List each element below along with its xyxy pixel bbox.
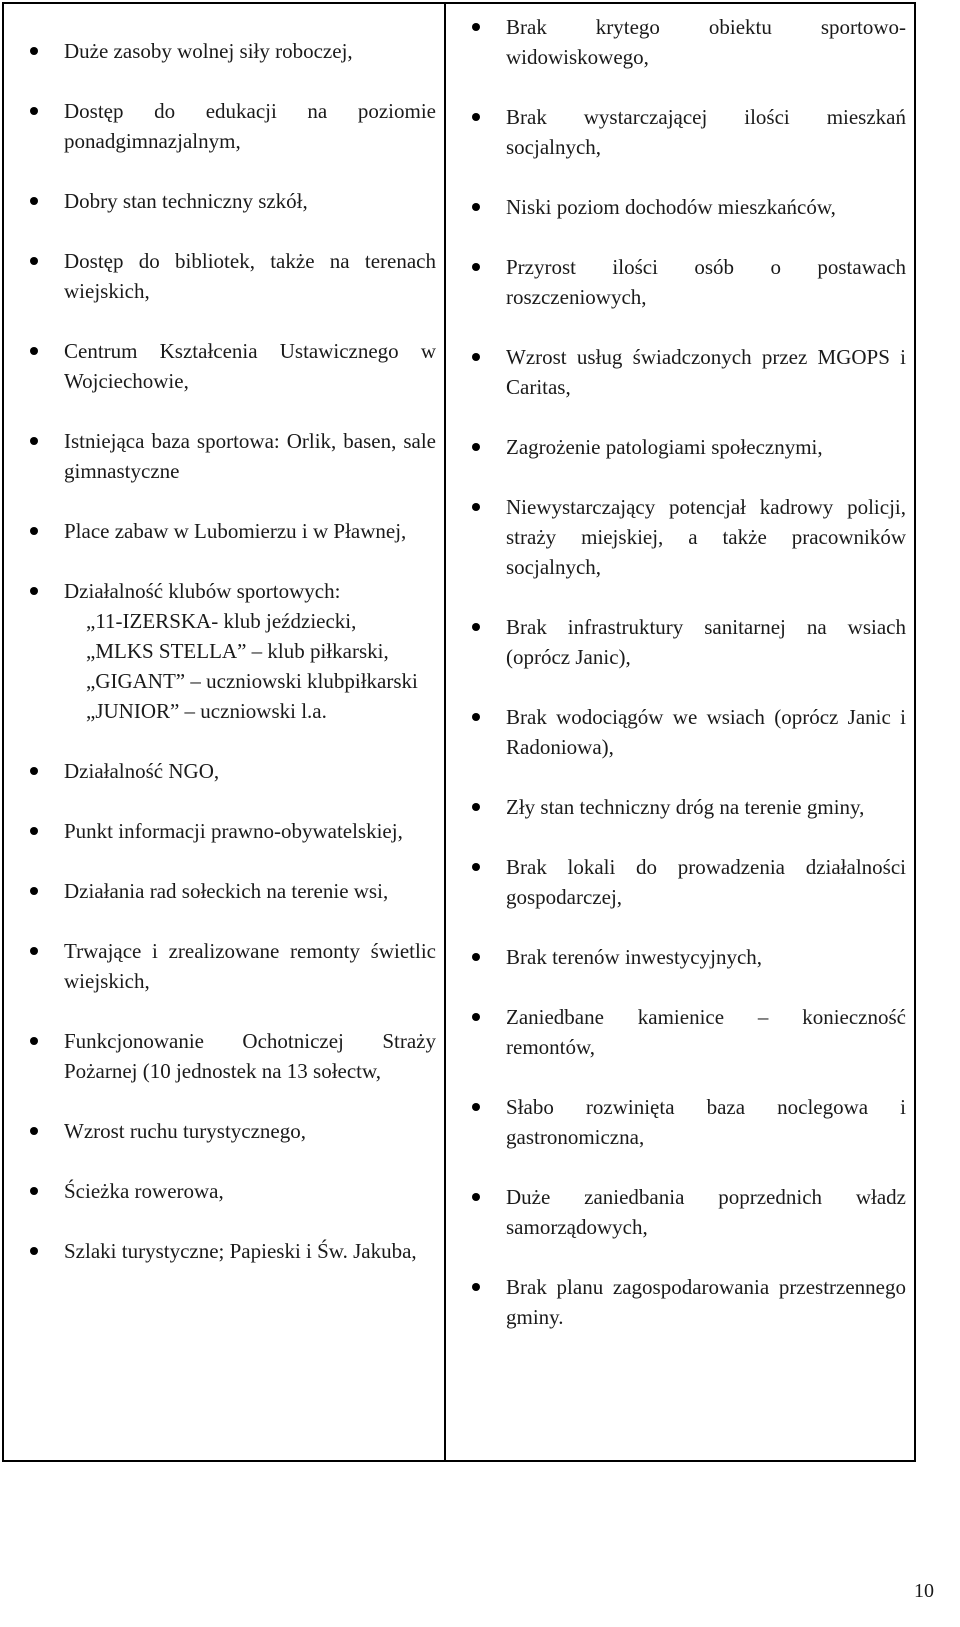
list-item bbox=[30, 876, 436, 906]
list-item bbox=[30, 1176, 436, 1206]
list-item bbox=[30, 186, 436, 216]
list-item: Brak terenów inwestycyjnych, bbox=[472, 942, 906, 972]
list-item: Brak krytego obiektu sportowo-widowiskowego, bbox=[472, 12, 906, 72]
weaknesses-column bbox=[446, 4, 914, 1460]
club-entry: „GIGANT” – uczniowski klubpiłkarski bbox=[86, 669, 418, 693]
item-text: Istniejąca baza sportowa: Orlik, basen, sale gimnastyczne bbox=[64, 429, 436, 483]
list-item: Zły stan techniczny dróg na terenie gminy, bbox=[472, 792, 906, 822]
list-item bbox=[30, 426, 436, 486]
item-text: Działania rad sołeckich na terenie wsi, bbox=[64, 879, 389, 903]
item-text: Dostęp do bibliotek, także na terenach wiejskich, bbox=[64, 249, 436, 303]
strengths-list bbox=[30, 36, 436, 1266]
item-text: Duże zasoby wolnej siły roboczej, bbox=[64, 39, 353, 63]
list-item bbox=[30, 516, 436, 546]
list-item bbox=[30, 816, 436, 846]
list-item bbox=[30, 96, 436, 156]
club-entry: „MLKS STELLA” – klub piłkarski, bbox=[86, 639, 389, 663]
list-item bbox=[30, 756, 436, 786]
club-entry: „11-IZERSKA- klub jeździecki, bbox=[86, 609, 357, 633]
list-item bbox=[30, 936, 436, 996]
list-item: Słabo rozwinięta baza noclegowa i gastronomiczna, bbox=[472, 1092, 906, 1152]
list-item: Brak planu zagospodarowania przestrzennego gminy. bbox=[472, 1272, 906, 1332]
list-item bbox=[30, 336, 436, 396]
item-text: Funkcjonowanie Ochotniczej Straży Pożarnej (10 jednostek na 13 sołectw, bbox=[64, 1029, 436, 1083]
item-text: Wzrost ruchu turystycznego, bbox=[64, 1119, 307, 1143]
item-text: Punkt informacji prawno-obywatelskiej, bbox=[64, 819, 403, 843]
list-item bbox=[30, 576, 436, 726]
item-text: Działalność klubów sportowych: bbox=[64, 579, 341, 603]
list-item: Brak lokali do prowadzenia działalności gospodarczej, bbox=[472, 852, 906, 912]
list-item: Brak infrastruktury sanitarnej na wsiach (oprócz Janic), bbox=[472, 612, 906, 672]
strengths-column bbox=[4, 4, 446, 1460]
list-item: Przyrost ilości osób o postawach roszczeniowych, bbox=[472, 252, 906, 312]
page-number: 10 bbox=[914, 1580, 934, 1602]
club-entry: „JUNIOR” – uczniowski l.a. bbox=[86, 699, 327, 723]
list-item bbox=[30, 1026, 436, 1086]
list-item: Brak wodociągów we wsiach (oprócz Janic i Radoniowa), bbox=[472, 702, 906, 762]
list-item: Zagrożenie patologiami społecznymi, bbox=[472, 432, 906, 462]
list-item: Wzrost usług świadczonych przez MGOPS i Caritas, bbox=[472, 342, 906, 402]
item-text: Szlaki turystyczne; Papieski i Św. Jakuba, bbox=[64, 1239, 417, 1263]
list-item bbox=[30, 36, 436, 66]
list-item: Niewystarczający potencjał kadrowy policji, straży miejskiej, a także pracowników socjalnych, bbox=[472, 492, 906, 582]
item-text: Centrum Kształcenia Ustawicznego w Wojciechowie, bbox=[64, 339, 436, 393]
item-text: Dobry stan techniczny szkół, bbox=[64, 189, 308, 213]
list-item bbox=[30, 1236, 436, 1266]
item-text: Trwające i zrealizowane remonty świetlic wiejskich, bbox=[64, 939, 436, 993]
weaknesses-list bbox=[472, 12, 906, 1332]
item-text: Place zabaw w Lubomierzu i w Pławnej, bbox=[64, 519, 407, 543]
list-item: Niski poziom dochodów mieszkańców, bbox=[472, 192, 906, 222]
swot-table bbox=[2, 2, 916, 1462]
list-item: Brak wystarczającej ilości mieszkań socjalnych, bbox=[472, 102, 906, 162]
list-item bbox=[30, 1116, 436, 1146]
item-text: Ścieżka rowerowa, bbox=[64, 1179, 224, 1203]
list-item bbox=[30, 246, 436, 306]
item-text: Dostęp do edukacji na poziomie ponadgimnazjalnym, bbox=[64, 99, 436, 153]
list-item: Zaniedbane kamienice – konieczność remontów, bbox=[472, 1002, 906, 1062]
list-item: Duże zaniedbania poprzednich władz samorządowych, bbox=[472, 1182, 906, 1242]
item-text: Działalność NGO, bbox=[64, 759, 220, 783]
